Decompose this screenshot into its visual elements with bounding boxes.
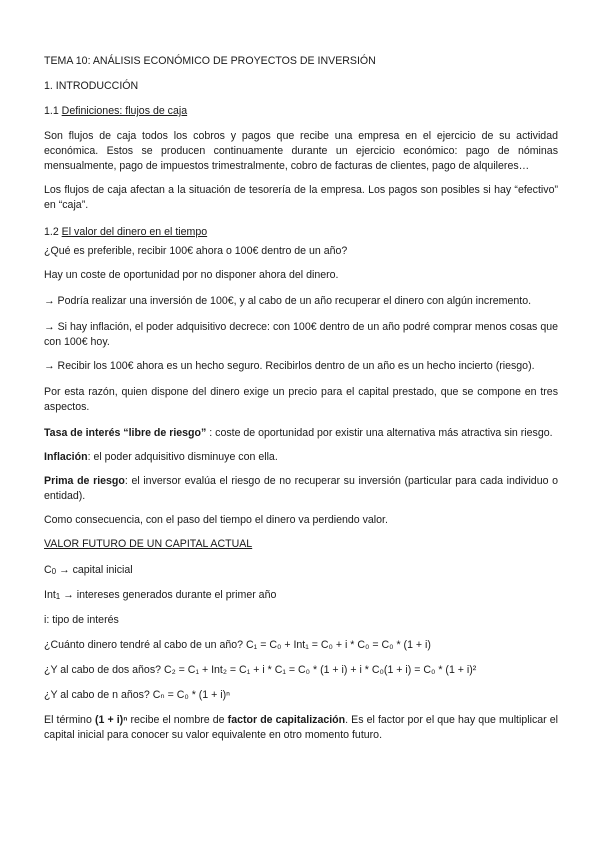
subsection-heading-1-1 bbox=[44, 104, 558, 119]
arrow-point-riesgo: → Recibir los 100€ ahora es un hecho seguro. Recibirlos dentro de un año es un hecho incierto (riesgo). bbox=[44, 360, 535, 372]
formula-n-anos bbox=[44, 688, 558, 703]
text-fragment: . Es el factor por el que hay que multiplicar el capital inicial para conocer su valor equivalente en otro momento futuro. bbox=[44, 714, 558, 741]
paragraph-precio-capital: Por esta razón, quien dispone del dinero exige un precio para el capital prestado, que se compone en tres aspectos. bbox=[44, 386, 558, 413]
document-page bbox=[44, 54, 558, 752]
symbol: C bbox=[44, 564, 52, 576]
section-heading-introduccion: 1. INTRODUCCIÓN bbox=[44, 80, 139, 92]
term-factor-capitalizacion: factor de capitalización bbox=[227, 714, 346, 726]
formula-un-ano bbox=[44, 638, 558, 653]
paragraph-coste-oportunidad: Hay un coste de oportunidad por no disponer ahora del dinero. bbox=[44, 269, 339, 281]
definition-text: : coste de oportunidad por existir una alternativa más atractiva sin riesgo. bbox=[206, 427, 553, 439]
formula: Cₙ = C₀ * (1 + i)ⁿ bbox=[152, 689, 231, 701]
def-intereses bbox=[44, 588, 558, 603]
question-lead: ¿Y al cabo de n años? bbox=[44, 689, 153, 701]
heading-valor-futuro: VALOR FUTURO DE UN CAPITAL ACTUAL bbox=[44, 538, 253, 550]
subsection-heading-1-2 bbox=[44, 225, 558, 240]
def-text: → capital inicial bbox=[56, 564, 133, 576]
symbol-subscript: 0 bbox=[51, 567, 57, 576]
term-formula: (1 + i)ⁿ bbox=[94, 714, 128, 726]
arrow-point-inversion: → Podría realizar una inversión de 100€, y al cabo de un año recuperar el dinero con algún incremento. bbox=[44, 295, 532, 307]
formula: C₂ = C₁ + Int₂ = C₁ + i * C₁ = C₀ * (1 + i) + i * C₀(1 + i) = C₀ * (1 + i)² bbox=[163, 664, 477, 676]
definition-inflacion bbox=[44, 450, 558, 465]
subsection-label: El valor del dinero en el tiempo bbox=[61, 226, 208, 238]
question-lead: ¿Cuánto dinero tendré al cabo de un año? bbox=[44, 639, 247, 651]
question-preferible: ¿Qué es preferible, recibir 100€ ahora o 100€ dentro de un año? bbox=[44, 245, 348, 257]
definition-text: : el inversor evalúa el riesgo de no recuperar su inversión (particular para cada individuo o entidad). bbox=[44, 475, 559, 502]
definition-tasa-interes bbox=[44, 426, 558, 441]
term-inflacion: Inflación bbox=[44, 451, 88, 463]
def-text: → intereses generados durante el primer año bbox=[60, 589, 277, 601]
paragraph-consecuencia: Como consecuencia, con el paso del tiempo el dinero va perdiendo valor. bbox=[44, 514, 388, 526]
paragraph-factor-capitalizacion bbox=[44, 713, 558, 743]
arrow-point-inflacion: → Si hay inflación, el poder adquisitivo decrece: con 100€ dentro de un año podré comprar menos cosas que con 100€ hoy. bbox=[44, 321, 558, 348]
subsection-label: Definiciones: flujos de caja bbox=[61, 105, 188, 117]
formula-dos-anos bbox=[44, 663, 558, 678]
term-tasa-interes: Tasa de interés “libre de riesgo” bbox=[44, 427, 207, 439]
term-prima-riesgo: Prima de riesgo bbox=[44, 475, 125, 487]
document-title: TEMA 10: ANÁLISIS ECONÓMICO DE PROYECTOS DE INVERSIÓN bbox=[44, 55, 376, 67]
definition-text: : el poder adquisitivo disminuye con ella. bbox=[87, 451, 278, 463]
paragraph-tesoreria: Los flujos de caja afectan a la situación de tesorería de la empresa. Los pagos son posibles si hay “efectivo” en “caja”. bbox=[44, 184, 558, 211]
question-lead: ¿Y al cabo de dos años? bbox=[44, 664, 164, 676]
formula: C₁ = C₀ + Int₁ = C₀ + i * C₀ = C₀ * (1 + i) bbox=[246, 639, 431, 651]
symbol: Int bbox=[44, 589, 56, 601]
text-fragment: El término bbox=[44, 714, 95, 726]
text-fragment: recibe el nombre de bbox=[127, 714, 228, 726]
symbol-subscript: 1 bbox=[55, 592, 61, 601]
def-capital-inicial bbox=[44, 563, 558, 578]
definition-prima-riesgo bbox=[44, 474, 558, 504]
paragraph-flujos-definicion: Son flujos de caja todos los cobros y pagos que recibe una empresa en el ejercicio de su actividad económica. Estos se producen continuamente durante un ejercicio económico: pago de nóminas mensualmente, pago de impuestos trimestralmente, cobro de facturas de clientes, pago de alquileres… bbox=[44, 130, 558, 172]
subsection-number: 1.1 bbox=[44, 105, 62, 117]
subsection-number: 1.2 bbox=[44, 226, 62, 238]
def-tipo-interes: i: tipo de interés bbox=[44, 614, 119, 626]
